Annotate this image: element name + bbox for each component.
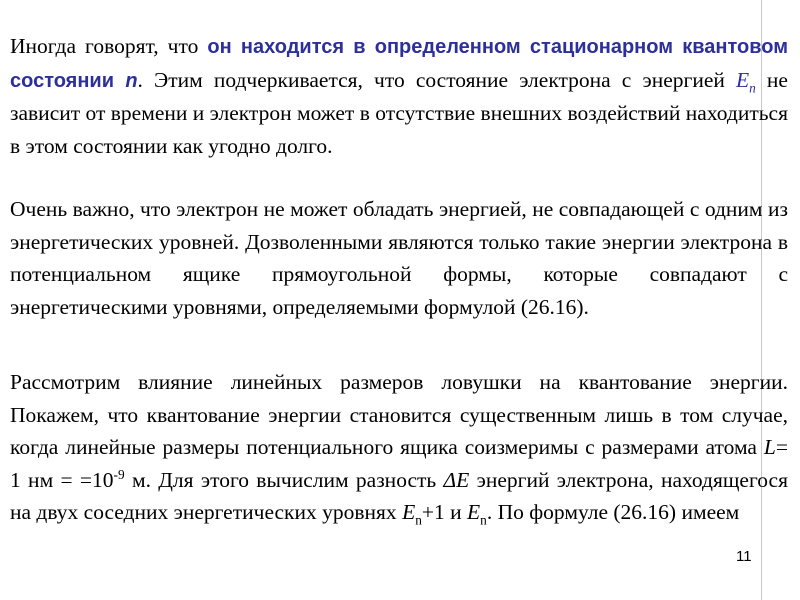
superscript-exponent: -9 xyxy=(113,466,125,482)
paragraph-allowed-energies: Очень важно, что электрон не может обладать энергией, не совпадающей с одним из энергетических уровней. Дозволенными являются только такие энергии электрона в потенциальном ящике прямоугольной формы, которые совпадают с энергетическими уровнями, определяемыми формулой (26.16). xyxy=(10,197,788,319)
emphasis-symbol-n: n xyxy=(125,69,138,92)
emphasis-text: он находится в определенном стационарном квантовом состоянии xyxy=(10,36,789,92)
page-number: 11 xyxy=(736,548,752,565)
text-run: . Этим подчеркивается, что состояние электрона с энергией xyxy=(137,67,736,92)
text-run: Рассмотрим влияние линейных размеров ловушки на квантование энергии. Покажем, что квантование энергии становится существенным лишь в том случае, когда линейные размеры потенциального ящика соизмеримы с размерами атома xyxy=(10,370,788,459)
symbol-L: L xyxy=(763,435,776,459)
text-run: = 1 нм = =10 xyxy=(10,435,788,492)
text-run: не зависит от времени и электрон может в отсутствие внешних воздействий находиться в этом состоянии как угодно долго. xyxy=(10,67,788,158)
symbol-delta-E: ΔE xyxy=(443,467,470,492)
text-run: м. Для этого вычислим разность xyxy=(124,467,444,492)
subscript-n: n xyxy=(749,79,756,95)
text-run: Иногда говорят, что xyxy=(10,34,208,58)
text-run: . По формуле (26.16) имеем xyxy=(486,500,740,524)
subscript-n: n xyxy=(480,512,487,528)
paragraph-quantization xyxy=(10,366,788,529)
text-run: энергий электрона, находящегося на двух соседних энергетических уровнях xyxy=(10,467,788,524)
paragraph-stationary-state xyxy=(10,30,788,162)
text-run: +1 и xyxy=(421,500,468,524)
symbol-E: E xyxy=(736,67,750,92)
subscript-n: n xyxy=(415,512,422,528)
symbol-E-n xyxy=(736,67,756,95)
symbol-E: E xyxy=(402,500,416,524)
symbol-E: E xyxy=(467,500,481,524)
